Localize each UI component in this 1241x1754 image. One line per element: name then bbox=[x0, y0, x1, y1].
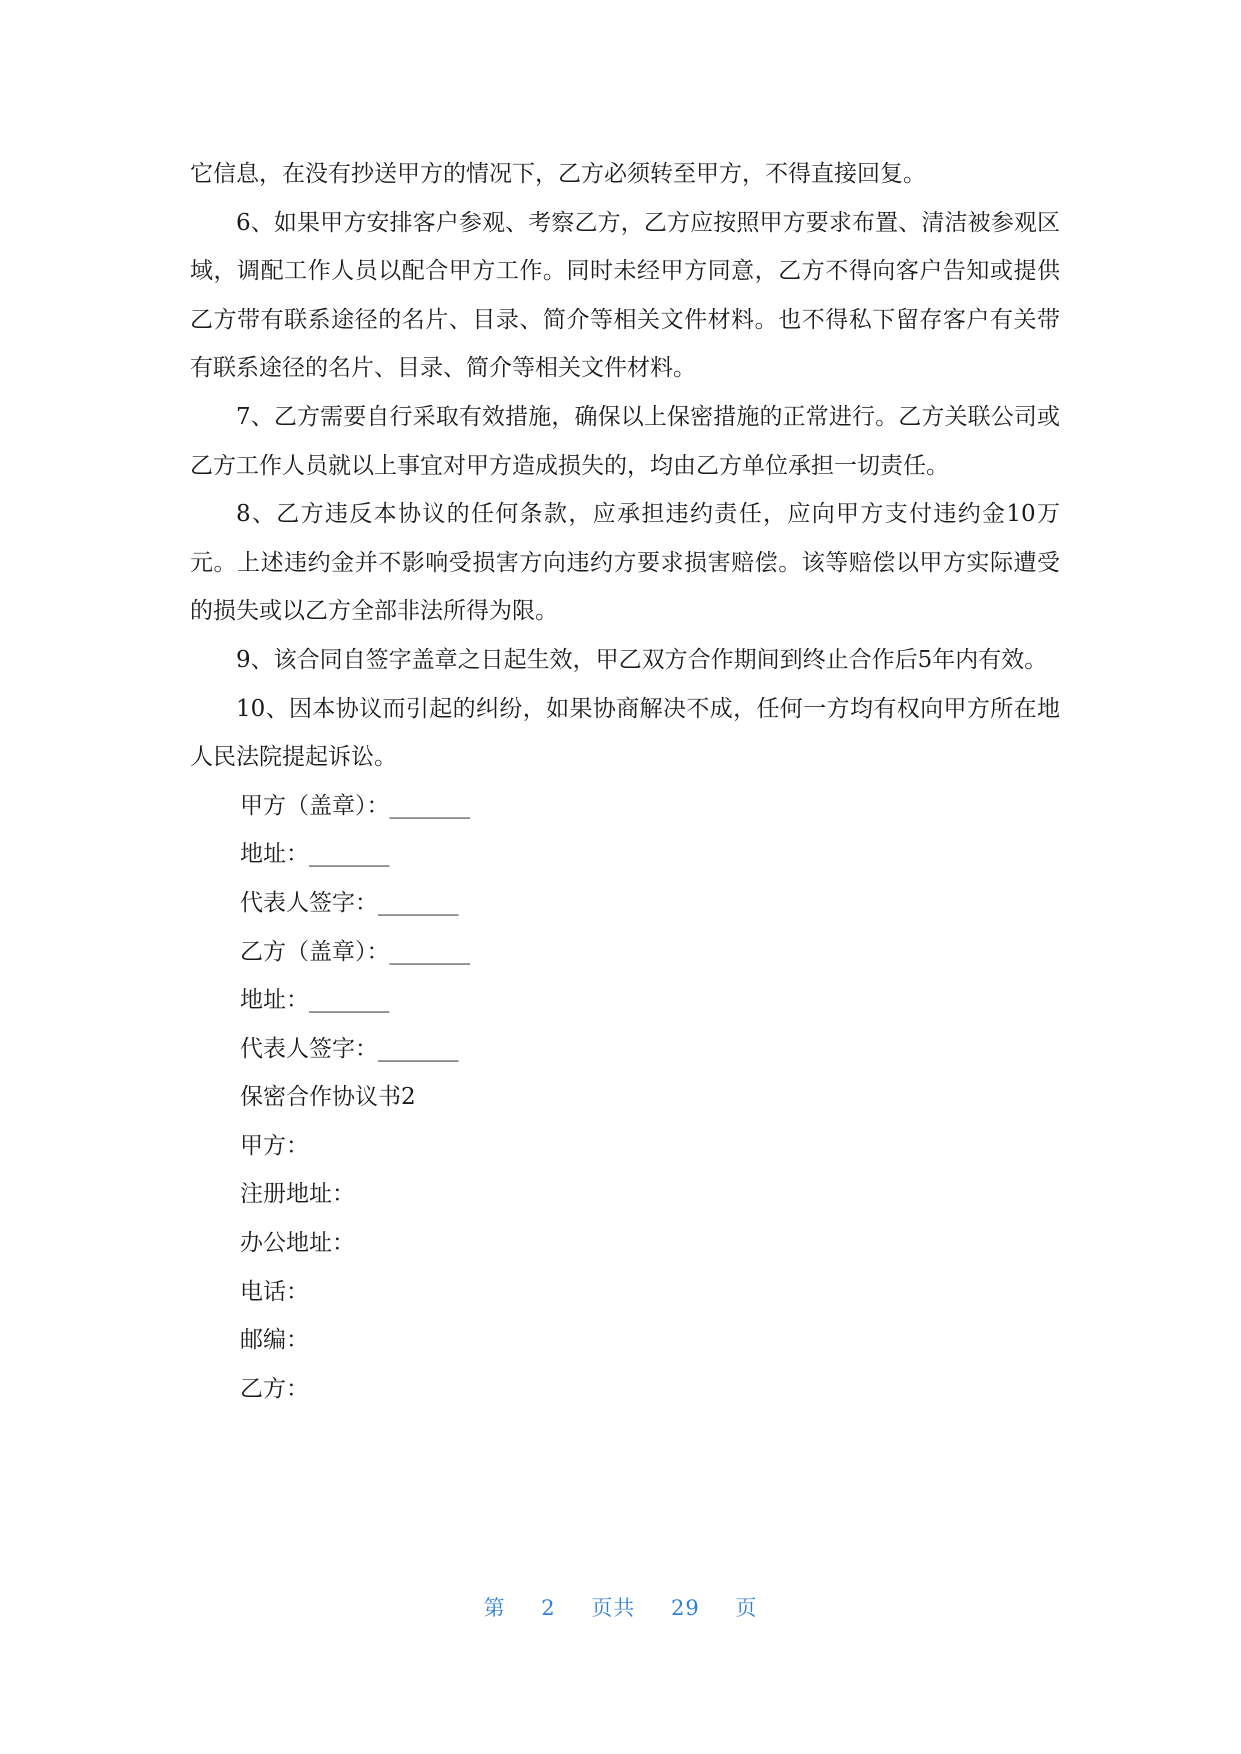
party-b-label: 乙方： bbox=[240, 1375, 309, 1402]
footer-page-number: 2 bbox=[541, 1596, 556, 1620]
party-a-seal-line: 甲方（盖章）：_______ bbox=[240, 792, 470, 819]
party-b-address-line: 地址：_______ bbox=[240, 987, 390, 1014]
footer-middle: 页共 bbox=[591, 1596, 636, 1620]
phone-label: 电话： bbox=[240, 1278, 309, 1305]
registered-address-label: 注册地址： bbox=[240, 1181, 355, 1208]
party-a-representative-line: 代表人签字：_______ bbox=[240, 889, 459, 916]
clause-6: 6、如果甲方安排客户参观、考察乙方，乙方应按照甲方要求布置、清洁被参观区域，调配工作人员以配合甲方工作。同时未经甲方同意，乙方不得向客户告知或提供乙方带有联系途径的名片、目录、简介等相关文件材料。也不得私下留存客户有关带有联系途径的名片、目录、简介等相关文件材料。 bbox=[190, 209, 1060, 382]
office-address-label: 办公地址： bbox=[240, 1230, 355, 1257]
paragraph-continuation: 它信息，在没有抄送甲方的情况下，乙方必须转至甲方，不得直接回复。 bbox=[190, 161, 926, 187]
party-b-seal-line: 乙方（盖章）：_______ bbox=[240, 938, 470, 965]
footer-suffix: 页 bbox=[735, 1596, 758, 1620]
clause-8: 8、乙方违反本协议的任何条款，应承担违约责任，应向甲方支付违约金10万元。上述违约金并不影响受损害方向违约方要求损害赔偿。该等赔偿以甲方实际遭受的损失或以乙方全部非法所得为限。 bbox=[190, 501, 1060, 625]
clause-10: 10、因本协议而引起的纠纷，如果协商解决不成，任何一方均有权向甲方所在地人民法院提起诉讼。 bbox=[190, 695, 1060, 771]
footer-total-pages: 29 bbox=[671, 1596, 700, 1620]
clause-7: 7、乙方需要自行采取有效措施，确保以上保密措施的正常进行。乙方关联公司或乙方工作人员就以上事宜对甲方造成损失的，均由乙方单位承担一切责任。 bbox=[190, 403, 1060, 479]
document-body bbox=[190, 150, 1060, 1413]
party-b-representative-line: 代表人签字：_______ bbox=[240, 1035, 459, 1062]
page-footer bbox=[0, 1592, 1241, 1622]
agreement-2-title: 保密合作协议书2 bbox=[240, 1084, 416, 1111]
footer-prefix: 第 bbox=[483, 1596, 506, 1620]
party-a-address-line: 地址：_______ bbox=[240, 841, 390, 868]
clause-9: 9、该合同自签字盖章之日起生效，甲乙双方合作期间到终止合作后5年内有效。 bbox=[236, 646, 1048, 673]
party-a-label: 甲方： bbox=[240, 1132, 309, 1159]
postcode-label: 邮编： bbox=[240, 1327, 309, 1354]
